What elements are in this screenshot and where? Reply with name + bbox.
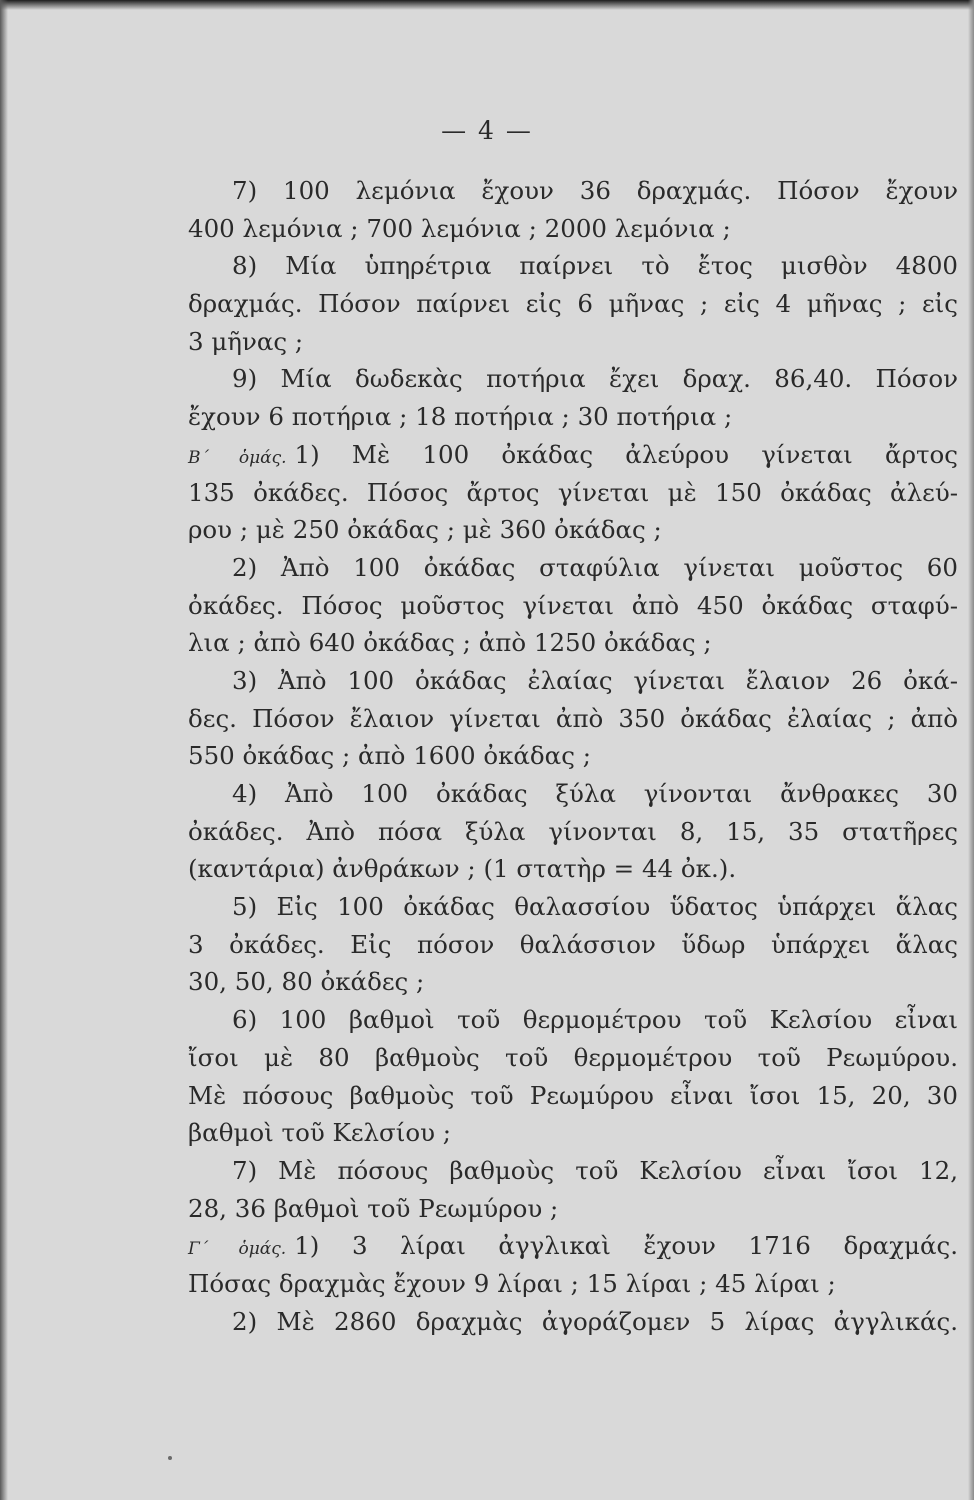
text-line <box>188 926 958 964</box>
text-line <box>188 1039 958 1077</box>
line-text: Πόσας δραχμὰς ἔχουν 9 λίραι ; 15 λίραι ; 45 λίραι ; <box>188 1268 836 1298</box>
text-line <box>188 1001 958 1039</box>
text-line <box>188 813 958 851</box>
text-line <box>188 1303 958 1341</box>
line-text: 4) Ἀπὸ 100 ὀκάδας ξύλα γίνονται ἄνθρακες 30 <box>232 779 958 808</box>
page-top-shadow <box>0 0 974 10</box>
text-line <box>188 436 958 474</box>
line-text: ρου ; μὲ 250 ὀκάδας ; μὲ 360 ὀκάδας ; <box>188 515 662 545</box>
text-line <box>188 963 958 1001</box>
text-line <box>188 888 958 926</box>
text-line <box>188 587 958 625</box>
line-text: ἔχουν 6 ποτήρια ; 18 ποτήρια ; 30 ποτήρια ; <box>188 402 733 432</box>
line-text: βαθμοὶ τοῦ Κελσίου ; <box>188 1118 452 1148</box>
text-line <box>188 1227 958 1265</box>
text-line <box>188 737 958 775</box>
line-text: δραχμάς. Πόσον παίρνει εἰς 6 μῆνας ; εἰς 4 μῆνας ; εἰς <box>188 289 958 319</box>
line-text: 8) Μία ὑπηρέτρια παίρνει τὸ ἔτος μισθὸν 4800 <box>232 251 958 281</box>
line-text: 28, 36 βαθμοὶ τοῦ Ρεωμύρου ; <box>188 1193 559 1223</box>
group-label: Β΄ ὁμάς. <box>188 447 287 468</box>
text-line <box>188 511 958 549</box>
page-right-edge <box>968 0 974 1500</box>
line-text: ὀκάδες. Ἀπὸ πόσα ξύλα γίνονται 8, 15, 35 στατῆρες <box>188 816 958 846</box>
text-line <box>188 210 958 248</box>
line-text: 9) Μία δωδεκὰς ποτήρια ἔχει δραχ. 86,40. Πόσον <box>232 364 958 394</box>
line-text: 7) 100 λεμόνια ἔχουν 36 δραχμάς. Πόσον ἔχουν <box>232 176 958 205</box>
text-line <box>188 172 958 210</box>
line-text: 2) Μὲ 2860 δραχμὰς ἀγοράζομεν 5 λίρας ἀγγλικάς. <box>232 1306 958 1336</box>
group-label: Γ΄ ὁμάς. <box>188 1239 287 1260</box>
line-text: 7) Μὲ πόσους βαθμοὺς τοῦ Κελσίου εἶναι ἴσοι 12, <box>232 1155 958 1185</box>
line-text: 1) 3 λίραι ἀγγλικαὶ ἔχουν 1716 δραχμάς. <box>294 1231 959 1261</box>
line-text: (καντάρια) ἀνθράκων ; (1 στατὴρ = 44 ὀκ.). <box>188 854 737 884</box>
text-line <box>188 474 958 512</box>
text-line <box>188 323 958 361</box>
text-line <box>188 775 958 813</box>
line-text: 400 λεμόνια ; 700 λεμόνια ; 2000 λεμόνια ; <box>188 213 731 243</box>
line-text: λια ; ἀπὸ 640 ὀκάδας ; ἀπὸ 1250 ὀκάδας ; <box>188 628 712 658</box>
line-text: 550 ὀκάδας ; ἀπὸ 1600 ὀκάδας ; <box>188 741 591 771</box>
print-speck <box>168 1456 172 1460</box>
line-text: Μὲ πόσους βαθμοὺς τοῦ Ρεωμύρου εἶναι ἴσοι 15, 20, 30 <box>188 1080 958 1110</box>
exercise-text <box>188 172 958 1340</box>
text-line <box>188 662 958 700</box>
line-text: 135 ὀκάδες. Πόσος ἄρτος γίνεται μὲ 150 ὀκάδας ἀλεύ- <box>188 477 958 507</box>
text-line <box>188 624 958 662</box>
text-line <box>188 549 958 587</box>
line-text: 1) Μὲ 100 ὀκάδας ἀλεύρου γίνεται ἄρτος <box>294 439 958 469</box>
text-line <box>188 1190 958 1228</box>
line-text: 6) 100 βαθμοὶ τοῦ θερμομέτρου τοῦ Κελσίου εἶναι <box>232 1005 958 1035</box>
page-number: — 4 — <box>441 116 533 145</box>
text-line <box>188 1152 958 1190</box>
line-text: δες. Πόσον ἔλαιον γίνεται ἀπὸ 350 ὀκάδας ἐλαίας ; ἀπὸ <box>188 703 958 733</box>
line-text: 2) Ἀπὸ 100 ὀκάδας σταφύλια γίνεται μοῦστος 60 <box>232 552 958 582</box>
text-line <box>188 285 958 323</box>
line-text: 3 ὀκάδες. Εἰς πόσον θαλάσσιον ὕδωρ ὑπάρχει ἅλας <box>188 929 958 959</box>
text-line <box>188 1077 958 1115</box>
text-line <box>188 360 958 398</box>
line-text: 5) Εἰς 100 ὀκάδας θαλασσίου ὕδατος ὑπάρχει ἅλας <box>232 892 958 922</box>
text-line <box>188 1114 958 1152</box>
line-text: 30, 50, 80 ὀκάδες ; <box>188 967 425 997</box>
line-text: ὀκάδες. Πόσος μοῦστος γίνεται ἀπὸ 450 ὀκάδας σταφύ- <box>188 590 958 620</box>
text-line <box>188 398 958 436</box>
page-left-shadow <box>0 0 8 1500</box>
text-line <box>188 247 958 285</box>
text-line <box>188 700 958 738</box>
text-line <box>188 850 958 888</box>
line-text: 3) Ἀπὸ 100 ὀκάδας ἐλαίας γίνεται ἔλαιον 26 ὀκά- <box>232 665 958 695</box>
text-line <box>188 1265 958 1303</box>
line-text: 3 μῆνας ; <box>188 326 304 356</box>
line-text: ἴσοι μὲ 80 βαθμοὺς τοῦ θερμομέτρου τοῦ Ρεωμύρου. <box>188 1042 958 1072</box>
